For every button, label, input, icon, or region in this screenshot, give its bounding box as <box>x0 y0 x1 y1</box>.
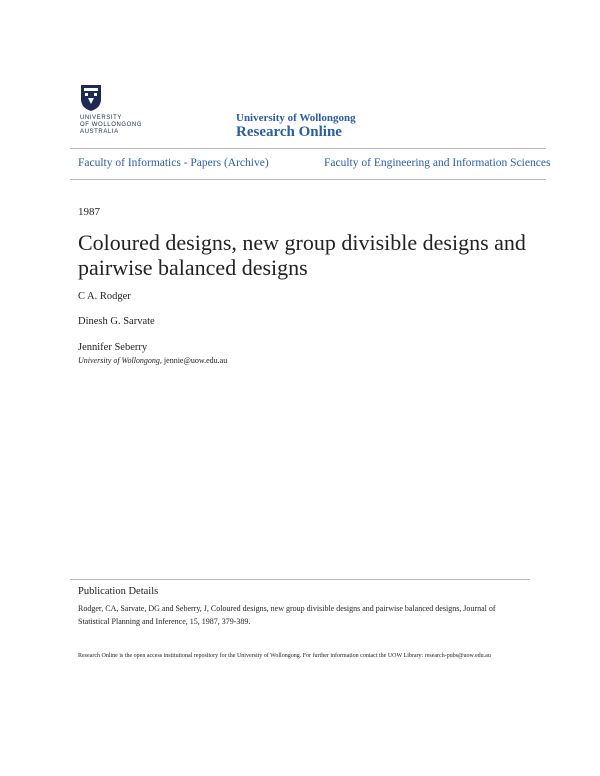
author-name: Jennifer Seberry <box>78 342 148 353</box>
university-logo <box>78 84 148 138</box>
collection-link-engineering[interactable]: Faculty of Engineering and Information Sciences <box>324 157 551 169</box>
crest-icon <box>80 84 102 112</box>
affiliation-institution: University of Wollongong, <box>78 356 162 365</box>
logo-line-3: AUSTRALIA <box>80 129 119 135</box>
divider <box>70 579 530 580</box>
divider <box>70 148 546 149</box>
author-affiliation <box>78 356 227 365</box>
divider <box>70 179 546 180</box>
publication-year: 1987 <box>78 206 100 218</box>
logo-line-1: UNIVERSITY <box>80 115 123 121</box>
affiliation-email[interactable]: jennie@uow.edu.au <box>163 356 228 365</box>
repository-footer: Research Online is the open access institutional repository for the University of Wollongong. For further information contact the UOW Library: research-pubs@uow.edu.au <box>78 653 491 659</box>
paper-title: Coloured designs, new group divisible designs and pairwise balanced designs <box>78 230 526 280</box>
author-name: C A. Rodger <box>78 291 131 302</box>
author-name: Dinesh G. Sarvate <box>78 316 155 327</box>
repository-name[interactable]: University of Wollongong <box>236 112 356 124</box>
publication-details-text: Rodger, CA, Sarvate, DG and Seberry, J, Coloured designs, new group divisible designs and pairwise balanced designs, Journal of Statistical Planning and Inference, 15, 1987, 379-389. <box>78 604 496 626</box>
repository-title[interactable]: Research Online <box>236 124 342 140</box>
logo-line-2: OF WOLLONGONG <box>80 122 143 128</box>
collection-link-informatics[interactable]: Faculty of Informatics - Papers (Archive) <box>78 157 269 169</box>
publication-details-heading: Publication Details <box>78 586 159 597</box>
